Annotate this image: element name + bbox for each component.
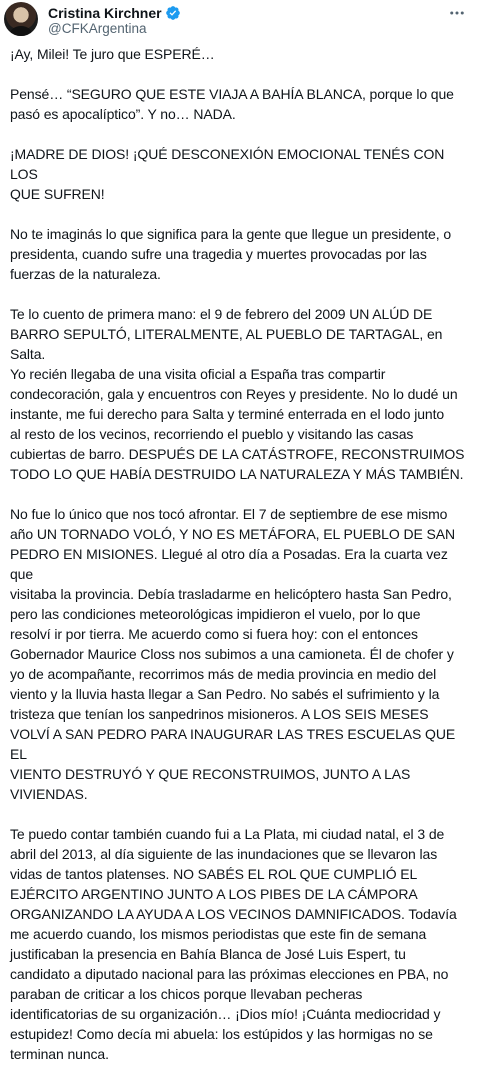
verified-badge-icon — [165, 5, 181, 21]
tweet-paragraph-6: No fue lo único que nos tocó afrontar. El 7 de septiembre de ese mismo año UN TORNADO VOLÓ, Y NO ES METÁFORA, EL PUEBLO DE SAN PEDRO EN MISIONES. Llegué al otro día a Posadas. Era la cuarta vez que visitaba la provincia. Debía trasladarme en helicóptero hasta San Pedro, pero las condiciones meteorológicas impidieron el vuelo, por lo que resolví ir por tierra. Me acuerdo como si fuera hoy: con el entonces Gobernador Maurice Closs nos subimos a una camioneta. Él de chofer y yo de acompañante, recorrimos más de media provincia en medio del viento y la lluvia hasta llegar a San Pedro. No sabés el sufrimiento y la tristeza que tenían los sanpedrinos misioneros. A LOS SEIS MESES VOLVÍ A SAN PEDRO PARA INAUGURAR LAS TRES ESCUELAS QUE EL VIENTO DESTRUYÓ Y QUE RECONSTRUIMOS, JUNTO A LAS VIVIENDAS. — [10, 506, 456, 802]
author-handle[interactable]: @CFKArgentina — [48, 21, 147, 36]
author-name-row[interactable] — [48, 4, 181, 22]
tweet-paragraph-4: No te imaginás lo que significa para la gente que llegue un presidente, o presidenta, cuando sufre una tragedia y muertes provocadas por las fuerzas de la naturaleza. — [10, 226, 452, 282]
avatar[interactable] — [4, 2, 38, 36]
tweet-header — [0, 0, 477, 44]
tweet-paragraph-5: Te lo cuento de primera mano: el 9 de febrero del 2009 UN ALÚD DE BARRO SEPULTÓ, LITERALMENTE, AL PUEBLO DE TARTAGAL, en Salta. Yo recién llegaba de una visita oficial a España tras compartir condecoración, gala y encuentros con Reyes y presidente. No lo dudé un instante, me fui derecho para Salta y terminé enterrada en el lodo junto al resto de los vecinos, recorriendo el pueblo y visitando las casas cubiertas de barro. DESPUÉS DE LA CATÁSTROFE, RECONSTRUIMOS TODO LO QUE HABÍA DESTRUIDO LA NATURALEZA Y MÁS TAMBIÉN. — [10, 306, 465, 482]
tweet-paragraph-3: ¡MADRE DE DIOS! ¡QUÉ DESCONEXIÓN EMOCIONAL TENÉS CON LOS QUE SUFREN! — [10, 146, 445, 202]
tweet-paragraph-1: ¡Ay, Milei! Te juro que ESPERÉ… — [10, 46, 215, 62]
tweet-text — [10, 44, 472, 1084]
more-horizontal-icon[interactable] — [446, 4, 468, 22]
tweet-paragraph-2: Pensé… “SEGURO QUE ESTE VIAJA A BAHÍA BLANCA, porque lo que pasó es apocalíptico”. Y no… NADA. — [10, 86, 454, 122]
author-name[interactable]: Cristina Kirchner — [48, 5, 162, 21]
tweet-paragraph-7: Te puedo contar también cuando fui a La Plata, mi ciudad natal, el 3 de abril del 2013, al día siguiente de las inundaciones que se llevaron las vidas de tantos platenses. NO SABÉS EL ROL QUE CUMPLIÓ EL EJÉRCITO ARGENTINO JUNTO A LOS PIBES DE LA CÁMPORA ORGANIZANDO LA AYUDA A LOS VECINOS DAMNIFICADOS. Todavía me acuerdo cuando, los mismos periodistas que este fin de semana justificaban la presencia en Bahía Blanca de José Luis Espert, tu candidato a diputado nacional para las próximas elecciones en PBA, no paraban de criticar a los chicos porque llevaban pecheras identificatorias de su organización… ¡Dios mío! ¡Cuánta mediocridad y estupidez! Como decía mi abuela: los estúpidos y las hormigas no se terminan nunca. — [10, 826, 457, 1062]
